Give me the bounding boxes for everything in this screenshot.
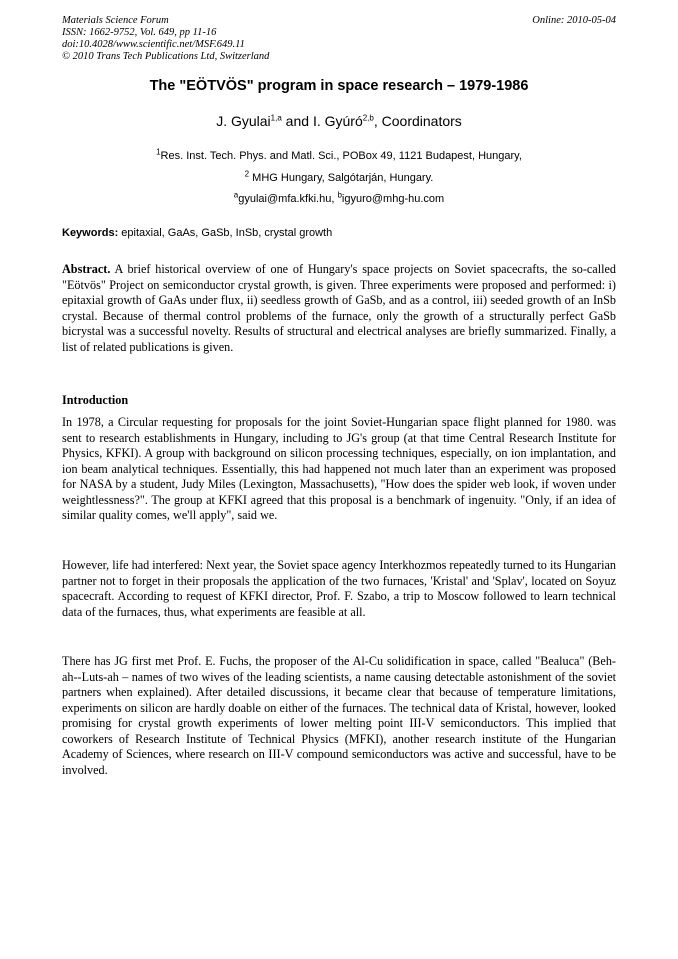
affiliation-2-mark: 2 bbox=[244, 169, 250, 179]
abstract bbox=[62, 262, 616, 355]
author-suffix: , Coordinators bbox=[373, 113, 462, 129]
intro-paragraph-1: In 1978, a Circular requesting for proposals for the joint Soviet-Hungarian space flight planned for 1980. was sent to research establishments in Hungary, including to JG's group (at that time Central Research Institute for Physics, KFKI). A group with background on silicon processing techniques, especially, on ion implantation, and ion beam analytical techniques. Essentially, this had happened not much later than an experiment was proposed for NASA by a student, Judy Miles (Lexington, Massachusetts), "How does the spider web look, if woven under weightlessness?". The group at KFKI agreed that this proposal is a benchmark of ingenuity. "Only, if an idea of similar quality comes, we'll apply", said we. bbox=[62, 415, 616, 522]
keywords-label: Keywords: bbox=[62, 227, 119, 239]
email-b[interactable]: igyuro@mhg-hu.com bbox=[341, 193, 445, 205]
author-2-affil: 2,b bbox=[362, 113, 374, 123]
abstract-text: A brief historical overview of one of Hungary's space projects on Soviet spacecrafts, the so-called "Eötvös" Project on semiconductor crystal growth, is given. Three experiments were proposed and performed: i) epitaxial growth of GaAs under flux, ii) seedless growth of GaSb, and as a control, iii) seeded growth of an InSb crystal. Because of thermal control problems of the furnace, only the growth of a structurally perfect GaSb bicrystal was a successful novelty. Results of structural and electrical analyses are briefly summarized. Finally, a list of related publications is given. bbox=[62, 262, 616, 354]
email-a[interactable]: gyulai@mfa.kfki.hu, bbox=[238, 193, 338, 205]
affiliation-1-text: Res. Inst. Tech. Phys. and Matl. Sci., POBox 49, 1121 Budapest, Hungary, bbox=[160, 150, 522, 162]
author-separator: and bbox=[281, 113, 313, 129]
journal-header bbox=[62, 15, 616, 63]
affiliation-1-mark: 1 bbox=[156, 147, 161, 157]
intro-paragraph-2: However, life had interfered: Next year, the Soviet space agency Interkhozmos repeatedly turned to its Hungarian partner not to forget in their proposals the application of the two furnaces, 'Kristal' and 'Splav', located on Soyuz spacecraft. According to request of KFKI director, Prof. F. Szabo, a trip to Moscow followed to learn technical data of the furnaces, thus, what experiments are feasible at all. bbox=[62, 558, 616, 619]
abstract-label: Abstract. bbox=[62, 262, 111, 276]
author-1-affil: 1,a bbox=[270, 113, 282, 123]
copyright-line: © 2010 Trans Tech Publications Ltd, Switzerland bbox=[62, 51, 270, 62]
issn-line: ISSN: 1662-9752, Vol. 649, pp 11-16 bbox=[62, 27, 217, 38]
affiliation-2-text: MHG Hungary, Salgótarján, Hungary. bbox=[249, 172, 434, 184]
keywords bbox=[62, 227, 332, 239]
section-heading-introduction: Introduction bbox=[62, 393, 129, 407]
paper-title: The "EÖTVÖS" program in space research – 1979-1986 bbox=[149, 78, 529, 94]
email-line bbox=[0, 190, 678, 205]
email-b-mark: b bbox=[337, 190, 342, 200]
affiliation-1 bbox=[0, 147, 678, 162]
author-1: J. Gyulai bbox=[216, 113, 271, 129]
online-date: Online: 2010-05-04 bbox=[532, 15, 616, 26]
affiliation-2 bbox=[0, 169, 678, 184]
author-line bbox=[0, 113, 678, 129]
intro-paragraph-3: There has JG first met Prof. E. Fuchs, the proposer of the Al-Cu solidification in space, called "Bealuca" (Beh-ah--Luts-ah – names of two wives of the leading scientists, a name causing detectable astonishment of the soviet partners when explained). After detailed discussions, it became clear that because of temperature limitations, experiments on silicon are hardly doable on either of the furnaces. The technical data of Kristal, however, looked promising for crystal growth experiments of lower melting point III-V semiconductors. This implied that coworkers of Research Institute of Technical Physics (MFKI), another research institute of the Hungarian Academy of Sciences, where research on III-V compound semiconductors was active and successful, have to be involved. bbox=[62, 654, 616, 777]
doi-line: doi:10.4028/www.scientific.net/MSF.649.11 bbox=[62, 39, 245, 50]
author-2: I. Gyúró bbox=[312, 113, 363, 129]
email-a-mark: a bbox=[233, 190, 239, 200]
keywords-text: epitaxial, GaAs, GaSb, InSb, crystal growth bbox=[118, 227, 333, 239]
journal-name: Materials Science Forum bbox=[62, 15, 169, 26]
